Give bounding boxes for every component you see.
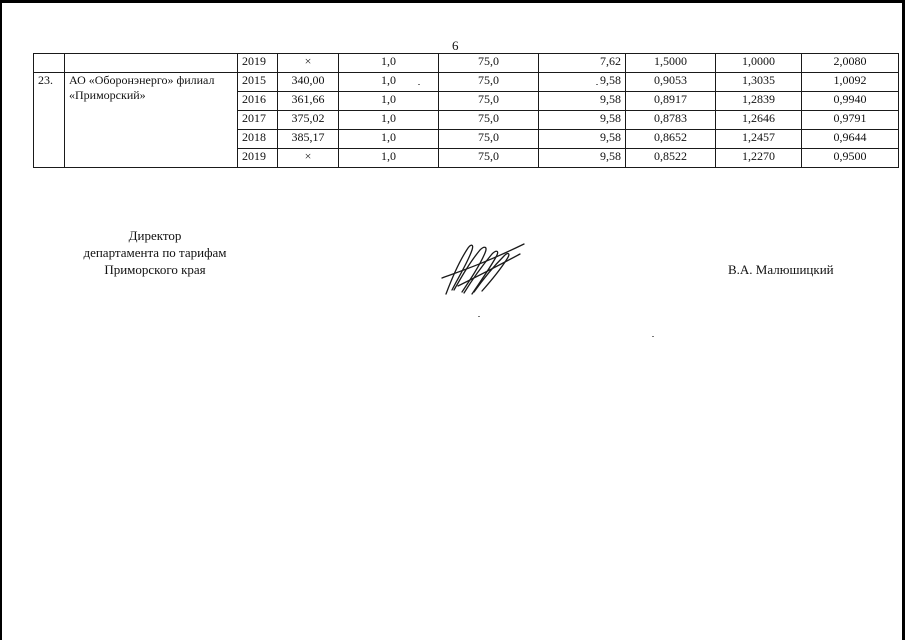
value-cell: 1,2270 <box>716 149 802 168</box>
year-cell: 2015 <box>238 73 278 92</box>
scan-speck <box>478 316 480 317</box>
value-cell: 1,0 <box>339 149 439 168</box>
value-cell: 1,0092 <box>802 73 899 92</box>
value-cell: 0,9053 <box>626 73 716 92</box>
value-cell: 1,3035 <box>716 73 802 92</box>
value-cell: 9,58 <box>539 73 626 92</box>
value-cell: 1,0 <box>339 92 439 111</box>
value-cell: 9,58 <box>539 92 626 111</box>
page-border-top <box>0 0 905 3</box>
value-cell: 75,0 <box>439 130 539 149</box>
value-cell: 0,9500 <box>802 149 899 168</box>
value-cell: 9,58 <box>539 130 626 149</box>
signatory-title-line: Приморского края <box>104 262 206 277</box>
table-row <box>34 73 899 92</box>
value-cell: 75,0 <box>439 73 539 92</box>
organization-cell: АО «Оборонэнерго» филиал «Приморский» <box>65 73 238 168</box>
value-cell: 1,2839 <box>716 92 802 111</box>
value-cell: 75,0 <box>439 54 539 73</box>
tariff-table <box>33 53 899 168</box>
signatory-name: В.А. Малюшицкий <box>728 262 834 277</box>
year-cell: 2017 <box>238 111 278 130</box>
value-cell: 9,58 <box>539 149 626 168</box>
value-cell: 75,0 <box>439 111 539 130</box>
value-cell: 1,0 <box>339 130 439 149</box>
signatory-title <box>55 227 255 278</box>
value-cell: 0,8783 <box>626 111 716 130</box>
value-cell: 0,9644 <box>802 130 899 149</box>
value-cell: 1,5000 <box>626 54 716 73</box>
value-cell: 1,0000 <box>716 54 802 73</box>
tariff-cell: 340,00 <box>278 73 339 92</box>
year-cell: 2018 <box>238 130 278 149</box>
tariff-cell: 375,02 <box>278 111 339 130</box>
scan-speck <box>596 84 598 85</box>
value-cell: 1,0 <box>339 73 439 92</box>
year-cell: 2019 <box>238 54 278 73</box>
value-cell: 1,0 <box>339 54 439 73</box>
page-border-left <box>0 0 2 640</box>
table-row <box>34 54 899 73</box>
tariff-cell: 385,17 <box>278 130 339 149</box>
value-cell: 1,2457 <box>716 130 802 149</box>
scan-speck <box>652 336 654 337</box>
page-number: 6 <box>452 38 459 53</box>
value-cell: 2,0080 <box>802 54 899 73</box>
value-cell: 1,0 <box>339 111 439 130</box>
value-cell: 9,58 <box>539 111 626 130</box>
value-cell: 0,9940 <box>802 92 899 111</box>
value-cell: 0,8917 <box>626 92 716 111</box>
signatory-title-line: Директор <box>128 228 182 243</box>
signatory-title-line: департамента по тарифам <box>83 245 227 260</box>
handwritten-signature <box>438 238 528 300</box>
value-cell: 7,62 <box>539 54 626 73</box>
value-cell: 75,0 <box>439 92 539 111</box>
value-cell: 0,9791 <box>802 111 899 130</box>
value-cell: 0,8652 <box>626 130 716 149</box>
scan-speck <box>418 84 420 85</box>
value-cell: 0,8522 <box>626 149 716 168</box>
tariff-cell: × <box>278 149 339 168</box>
row-number-cell <box>34 54 65 73</box>
tariff-cell: 361,66 <box>278 92 339 111</box>
year-cell: 2019 <box>238 149 278 168</box>
organization-cell <box>65 54 238 73</box>
value-cell: 1,2646 <box>716 111 802 130</box>
year-cell: 2016 <box>238 92 278 111</box>
tariff-cell: × <box>278 54 339 73</box>
value-cell: 75,0 <box>439 149 539 168</box>
row-number-cell: 23. <box>34 73 65 168</box>
